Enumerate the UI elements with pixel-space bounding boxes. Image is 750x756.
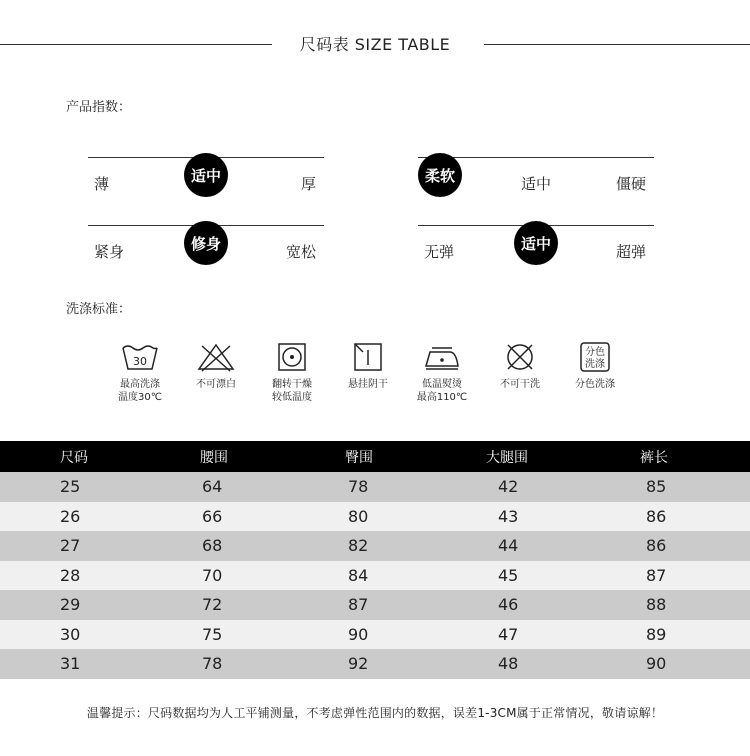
care-label-line2: 温度30℃ [118,392,162,403]
care-label-line1: 不可干洗 [500,379,540,390]
care-label-line1: 悬挂阴干 [348,379,388,390]
table-cell: 89 [646,624,667,644]
column-header-size: 尺码 [60,449,88,466]
care-label-line1: 最高洗涤 [120,379,160,390]
scale-option: 超弹 [615,243,646,261]
washing-label: 洗涤标准： [66,302,132,317]
table-cell: 88 [646,595,667,615]
care-item-no-bleach [184,342,248,391]
separate-wash-icon [575,342,615,372]
scale-option: 薄 [94,175,110,193]
separate-wash-text-top: 分色 [585,347,605,358]
care-label-line1: 不可漂白 [196,379,236,390]
table-cell: 70 [202,565,223,585]
no-bleach-icon [196,342,236,372]
care-item-tumble-dry [260,342,324,404]
table-cell: 85 [646,477,667,497]
table-cell: 92 [348,654,369,674]
line-dry-shade-icon [348,342,388,372]
table-cell: 84 [348,565,369,585]
table-row [0,531,750,561]
table-cell: 78 [202,654,223,674]
scale-option-selected: 修身 [184,221,228,265]
care-label-line2: 最高110℃ [416,392,468,403]
column-header-length: 裤长 [640,449,668,466]
table-cell: 25 [60,477,81,497]
table-cell: 46 [498,595,519,615]
scale-option: 适中 [520,175,551,193]
table-cell: 87 [646,565,667,585]
scale-option-selected: 适中 [514,221,558,265]
scale-option-selected: 适中 [184,153,228,197]
care-item-no-dry-clean [488,342,552,391]
scale-fit [88,225,324,265]
table-cell: 86 [646,506,667,526]
care-item-line-dry [336,342,400,391]
wash-30-icon [120,342,160,372]
scale-option: 紧身 [94,243,125,261]
scale-option: 厚 [300,175,316,193]
table-cell: 86 [646,536,667,556]
tumble-dry-low-icon [272,342,312,372]
scale-option: 僵硬 [615,175,646,193]
care-label-line1: 分色洗涤 [575,379,615,390]
table-cell: 47 [498,624,519,644]
care-label-line1: 低温熨烫 [422,379,462,390]
table-cell: 75 [202,624,223,644]
table-cell: 31 [60,654,81,674]
no-wash-icon [500,342,540,372]
table-cell: 48 [498,654,519,674]
table-cell: 30 [60,624,81,644]
scale-option-selected: 柔软 [418,153,462,197]
table-cell: 42 [498,477,519,497]
table-row [0,649,750,679]
table-cell: 45 [498,565,519,585]
separate-wash-text-bottom: 洗涤 [585,359,605,370]
table-cell: 43 [498,506,519,526]
table-header [0,441,750,472]
scale-option: 宽松 [285,243,316,261]
scale-softness [418,157,654,197]
table-cell: 78 [348,477,369,497]
footer-note: 温馨提示：尺码数据均为人工平铺测量，不考虑弹性范围内的数据，误差1-3CM属于正常情况，敬请谅解！ [86,706,664,720]
scale-elasticity [418,225,654,265]
table-cell: 26 [60,506,81,526]
table-cell: 29 [60,595,81,615]
care-item-wash-30 [108,342,172,404]
table-cell: 27 [60,536,81,556]
wash-temp-text: 30 [133,355,147,368]
product-index-label: 产品指数： [66,100,132,115]
scale-thickness [88,157,324,197]
iron-low-icon [422,342,462,372]
care-label-line1: 翻转干燥 [272,379,312,390]
care-item-iron [410,342,474,404]
page-title: 尺码表 SIZE TABLE [299,35,451,54]
table-row [0,502,750,532]
table-cell: 87 [348,595,369,615]
table-cell: 68 [202,536,223,556]
table-cell: 44 [498,536,519,556]
size-table [0,441,750,679]
table-row [0,472,750,502]
table-cell: 66 [202,506,223,526]
scale-option: 无弹 [424,243,455,261]
column-header-thigh: 大腿围 [486,449,528,466]
table-cell: 72 [202,595,223,615]
table-cell: 90 [646,654,667,674]
table-cell: 90 [348,624,369,644]
table-row [0,590,750,620]
table-row [0,620,750,650]
table-cell: 80 [348,506,369,526]
table-body [0,472,750,679]
table-row [0,561,750,591]
table-cell: 64 [202,477,223,497]
care-label-line2: 较低温度 [272,392,312,403]
column-header-waist: 腰围 [200,449,228,466]
table-cell: 28 [60,565,81,585]
care-item-separate-wash [563,342,627,391]
column-header-hip: 臀围 [345,449,373,466]
table-cell: 82 [348,536,369,556]
